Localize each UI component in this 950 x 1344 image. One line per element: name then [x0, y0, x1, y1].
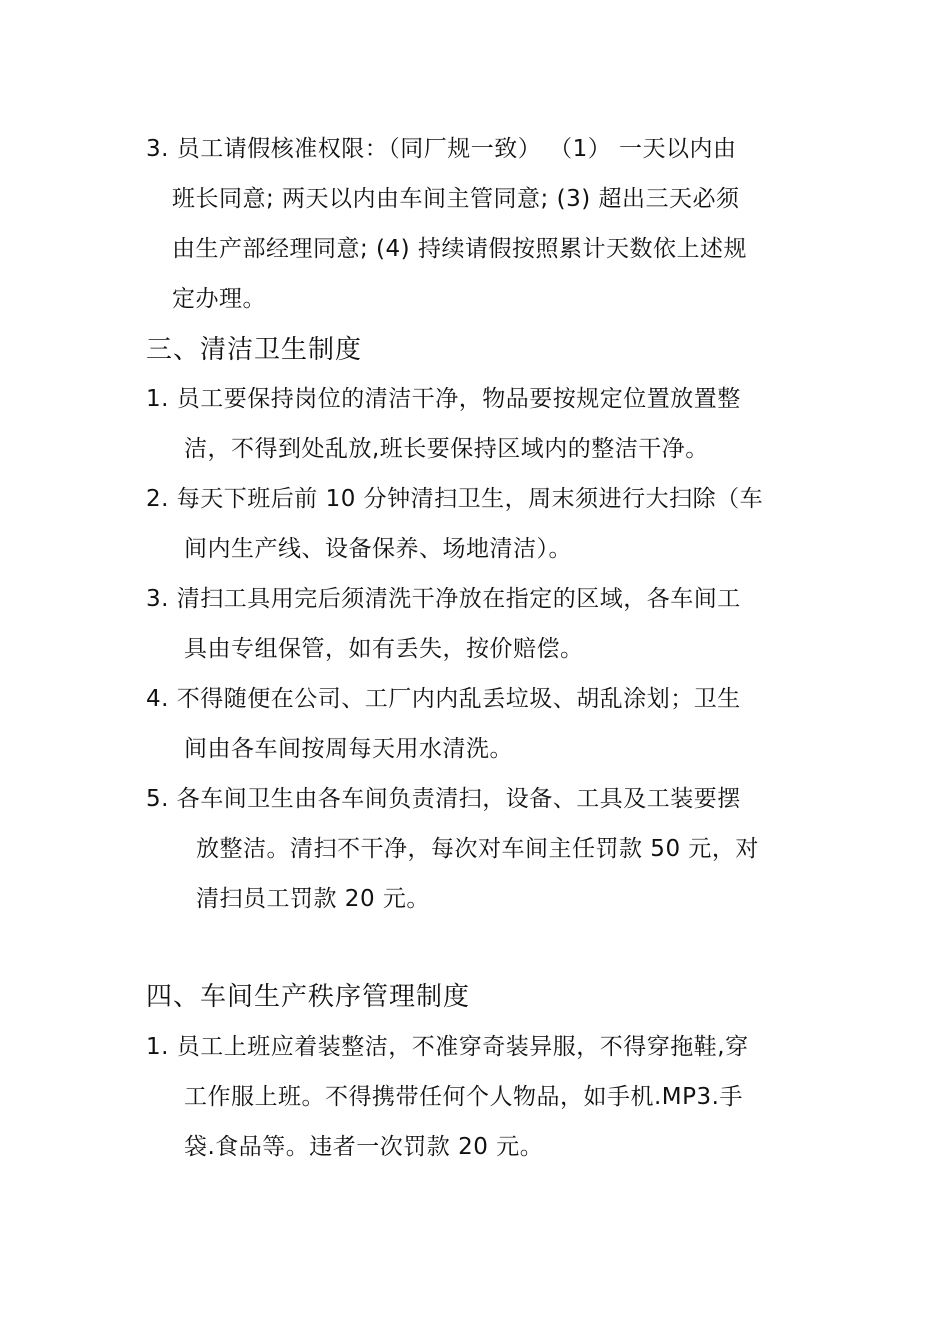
production-item-1-line-1: 1. 员工上班应着装整洁，不准穿奇装异服，不得穿拖鞋,穿 [146, 1034, 749, 1060]
section-heading-cleaning: 三、清洁卫生制度 [146, 335, 363, 365]
leave-approval-line-1: 3. 员工请假核准权限：（同厂规一致） （1） 一天以内由 [146, 136, 737, 162]
leave-approval-line-3: 由生产部经理同意; (4) 持续请假按照累计天数依上述规 [172, 236, 747, 262]
cleaning-item-1-line-2: 洁，不得到处乱放,班长要保持区域内的整洁干净。 [184, 436, 709, 462]
cleaning-item-5-line-3: 清扫员工罚款 20 元。 [196, 886, 430, 912]
cleaning-item-5-line-2: 放整洁。清扫不干净，每次对车间主任罚款 50 元，对 [196, 836, 759, 862]
cleaning-item-5-line-1: 5. 各车间卫生由各车间负责清扫，设备、工具及工装要摆 [146, 786, 741, 812]
cleaning-item-2-line-1: 2. 每天下班后前 10 分钟清扫卫生，周末须进行大扫除（车 [146, 486, 764, 512]
leave-approval-line-4: 定办理。 [172, 286, 266, 312]
production-item-1-line-2: 工作服上班。不得携带任何个人物品，如手机.MP3.手 [184, 1084, 743, 1110]
cleaning-item-4-line-2: 间由各车间按周每天用水清洗。 [184, 736, 513, 762]
leave-approval-line-2: 班长同意; 两天以内由车间主管同意; (3) 超出三天必须 [172, 186, 740, 212]
cleaning-item-3-line-2: 具由专组保管，如有丢失，按价赔偿。 [184, 636, 584, 662]
cleaning-item-1-line-1: 1. 员工要保持岗位的清洁干净，物品要按规定位置放置整 [146, 386, 741, 412]
cleaning-item-3-line-1: 3. 清扫工具用完后须清洗干净放在指定的区域，各车间工 [146, 586, 741, 612]
cleaning-item-4-line-1: 4. 不得随便在公司、工厂内内乱丢垃圾、胡乱涂划；卫生 [146, 686, 741, 712]
production-item-1-line-3: 袋.食品等。违者一次罚款 20 元。 [184, 1134, 544, 1160]
cleaning-item-2-line-2: 间内生产线、设备保养、场地清洁）。 [184, 536, 572, 562]
section-heading-production-order: 四、车间生产秩序管理制度 [146, 982, 471, 1012]
